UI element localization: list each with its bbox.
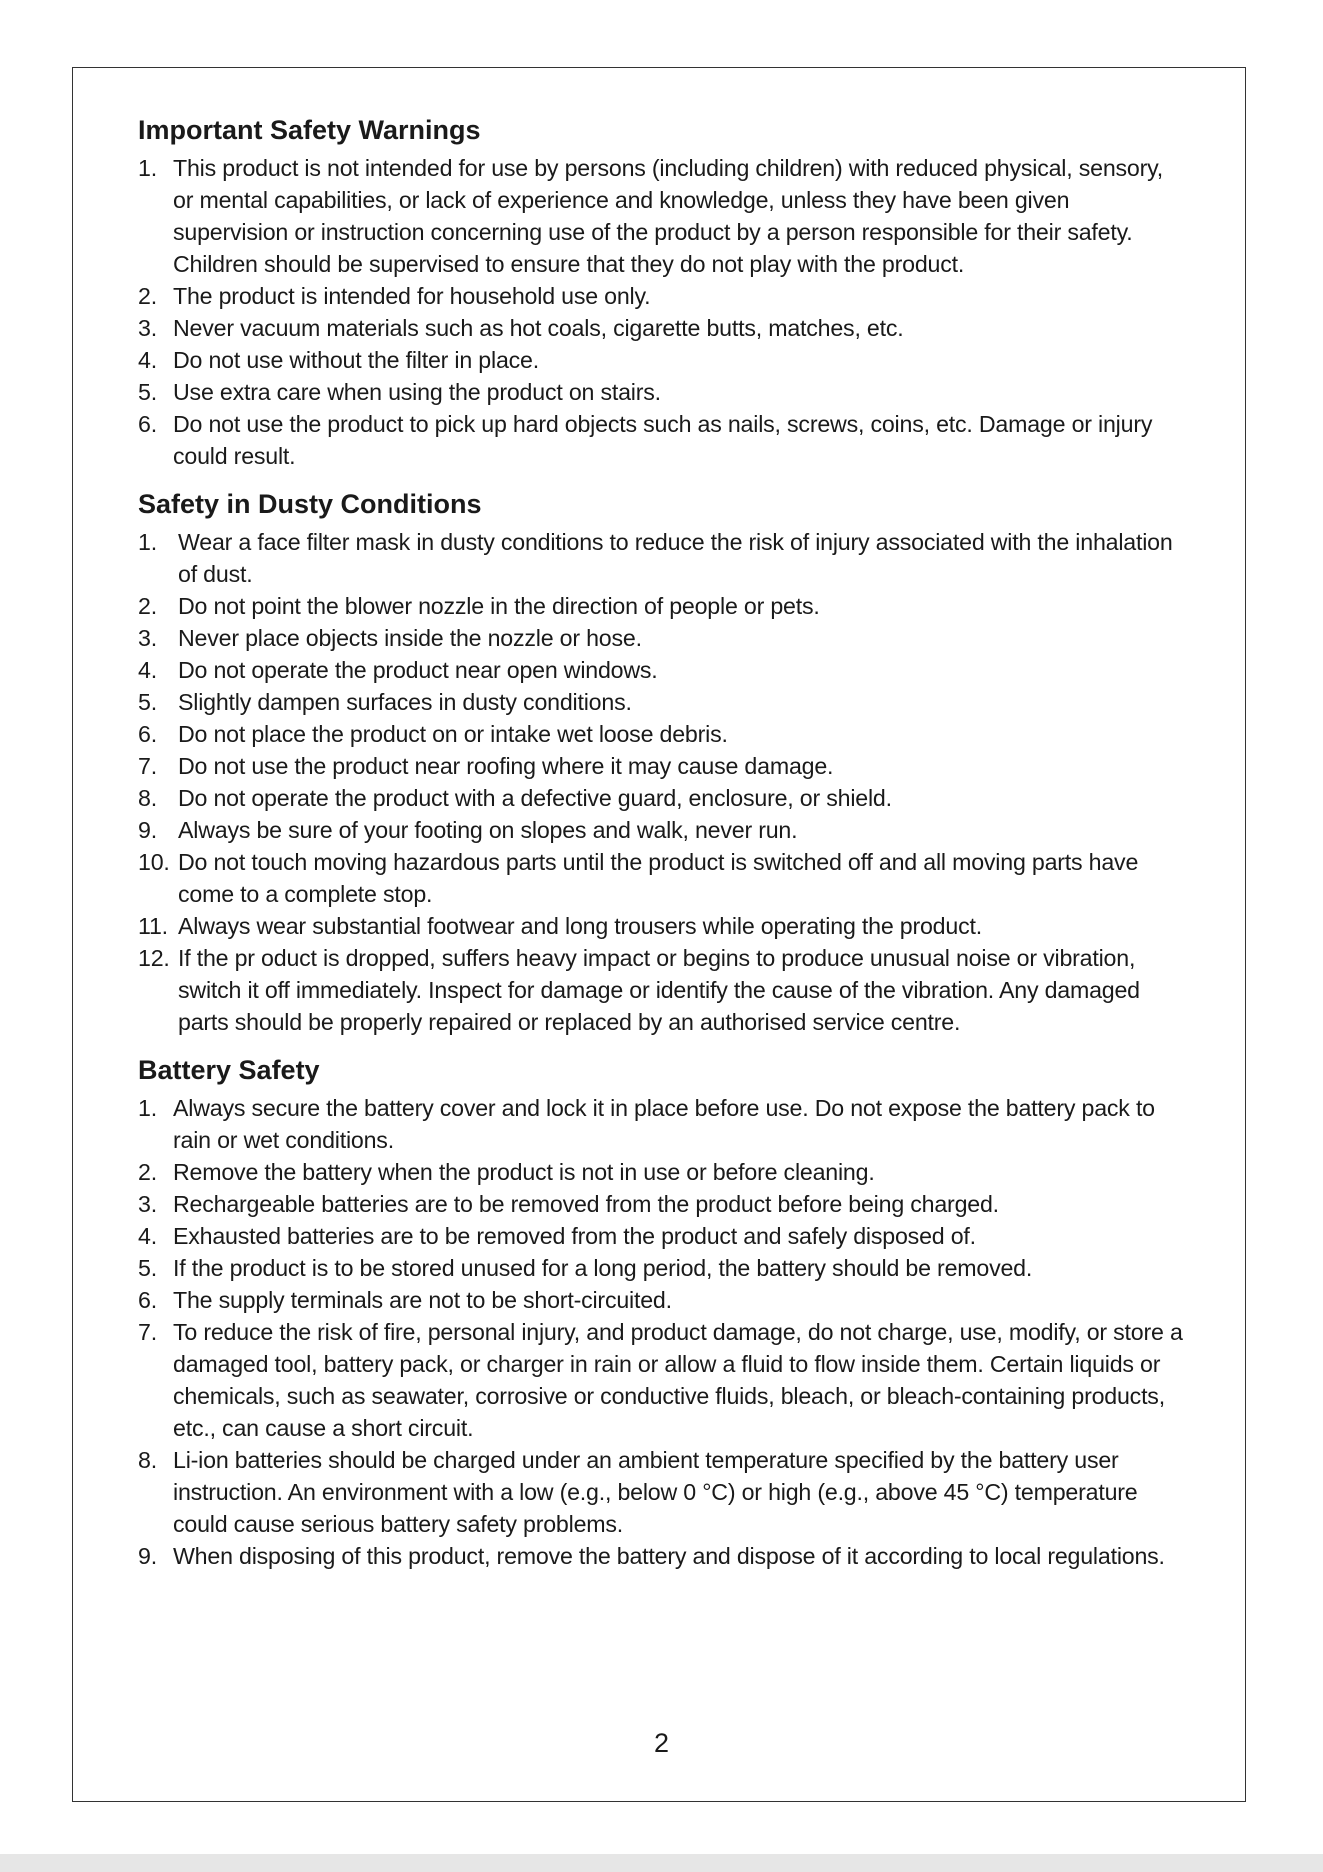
list-item [138,718,1188,750]
item-number: 12. [138,945,170,971]
item-number: 8. [138,1447,157,1473]
item-text: This product is not intended for use by persons (including children) with reduced physical, sensory, or mental capabilities, or lack of experience and knowledge, unless they have been given supervision or instruction concerning use of the product by a person responsible for their safety. Children should be supervised to ensure that they do not play with the product. [173,155,1164,277]
list-item [138,526,1188,590]
item-text: To reduce the risk of fire, personal injury, and product damage, do not charge, use, modify, or store a damaged tool, battery pack, or charger in rain or allow a fluid to flow inside them. Certain liquids or chemicals, such as seawater, corrosive or conductive fluids, bleach, or bleach-containing products, etc., can cause a short circuit. [173,1319,1183,1441]
list-item [138,750,1188,782]
item-number: 2. [138,283,157,309]
item-text: Do not use the product near roofing where it may cause damage. [178,753,834,779]
item-text: Never place objects inside the nozzle or hose. [178,625,642,651]
item-number: 5. [138,1255,157,1281]
list-item [138,686,1188,718]
section-title: Safety in Dusty Conditions [138,489,482,519]
list-item [138,910,1188,942]
list-item [138,1156,1188,1188]
item-text: Slightly dampen surfaces in dusty conditions. [178,689,632,715]
list-item [138,1444,1188,1540]
item-number: 7. [138,753,157,779]
item-text: The supply terminals are not to be short-circuited. [173,1287,672,1313]
list-item [138,152,1188,280]
item-text: Always secure the battery cover and lock it in place before use. Do not expose the battery pack to rain or wet conditions. [173,1095,1155,1153]
list-item [138,1092,1188,1156]
list-item [138,312,1188,344]
list-item [138,814,1188,846]
item-text: Exhausted batteries are to be removed from the product and safely disposed of. [173,1223,976,1249]
numbered-list [138,526,1188,1038]
bottom-strip [0,1854,1323,1872]
item-text: Do not point the blower nozzle in the direction of people or pets. [178,593,820,619]
list-item [138,1252,1188,1284]
list-item [138,344,1188,376]
item-number: 5. [138,379,157,405]
item-text: The product is intended for household use only. [173,283,651,309]
item-text: Do not touch moving hazardous parts until the product is switched off and all moving parts have come to a complete stop. [178,849,1139,907]
item-number: 11. [138,913,168,939]
numbered-list [138,1092,1188,1572]
item-number: 6. [138,1287,157,1313]
item-text: Remove the battery when the product is not in use or before cleaning. [173,1159,875,1185]
item-number: 1. [138,529,157,555]
list-item [138,1188,1188,1220]
item-text: Do not use without the filter in place. [173,347,539,373]
page-number: 2 [653,1728,670,1758]
item-number: 1. [138,155,157,181]
item-number: 6. [138,411,157,437]
item-number: 3. [138,315,157,341]
item-text: If the pr oduct is dropped, suffers heavy impact or begins to produce unusual noise or vibration, switch it off immediately. Inspect for damage or identify the cause of the vibration. Any damaged parts should be properly repaired or replaced by an authorised service centre. [178,945,1140,1035]
item-number: 6. [138,721,157,747]
item-text: Do not operate the product near open windows. [178,657,658,683]
item-text: Use extra care when using the product on stairs. [173,379,661,405]
list-item [138,782,1188,814]
item-text: When disposing of this product, remove the battery and dispose of it according to local regulations. [173,1543,1165,1569]
list-item [138,654,1188,686]
section-safety-in-dusty-conditions [138,486,1188,1038]
list-item [138,1540,1188,1572]
item-number: 9. [138,817,157,843]
list-item [138,942,1188,1038]
item-text: Never vacuum materials such as hot coals, cigarette butts, matches, etc. [173,315,904,341]
item-number: 4. [138,347,157,373]
item-text: Always be sure of your footing on slopes and walk, never run. [178,817,798,843]
section-title: Battery Safety [138,1055,320,1085]
numbered-list [138,152,1188,472]
item-text: Always wear substantial footwear and long trousers while operating the product. [178,913,982,939]
item-number: 5. [138,689,157,715]
list-item [138,590,1188,622]
item-number: 4. [138,1223,157,1249]
section-battery-safety [138,1052,1188,1572]
item-number: 2. [138,1159,157,1185]
list-item [138,280,1188,312]
item-text: If the product is to be stored unused for a long period, the battery should be removed. [173,1255,1033,1281]
list-item [138,1316,1188,1444]
item-text: Rechargeable batteries are to be removed from the product before being charged. [173,1191,999,1217]
section-title: Important Safety Warnings [138,115,481,145]
item-number: 2. [138,593,157,619]
list-item [138,376,1188,408]
item-number: 3. [138,625,157,651]
item-text: Li-ion batteries should be charged under an ambient temperature specified by the battery user instruction. An environment with a low (e.g., below 0 °C) or high (e.g., above 45 °C) temperature could cause serious battery safety problems. [173,1447,1138,1537]
list-item [138,846,1188,910]
item-number: 1. [138,1095,157,1121]
list-item [138,408,1188,472]
item-number: 9. [138,1543,157,1569]
item-text: Do not operate the product with a defective guard, enclosure, or shield. [178,785,892,811]
list-item [138,1284,1188,1316]
item-text: Do not use the product to pick up hard objects such as nails, screws, coins, etc. Damage or injury could result. [173,411,1153,469]
item-text: Wear a face filter mask in dusty conditions to reduce the risk of injury associated with the inhalation of dust. [178,529,1173,587]
item-number: 8. [138,785,157,811]
section-important-safety-warnings [138,112,1188,472]
item-number: 10. [138,849,170,875]
item-text: Do not place the product on or intake wet loose debris. [178,721,728,747]
list-item [138,622,1188,654]
list-item [138,1220,1188,1252]
item-number: 7. [138,1319,157,1345]
item-number: 3. [138,1191,157,1217]
document-content [138,112,1188,1586]
item-number: 4. [138,657,157,683]
